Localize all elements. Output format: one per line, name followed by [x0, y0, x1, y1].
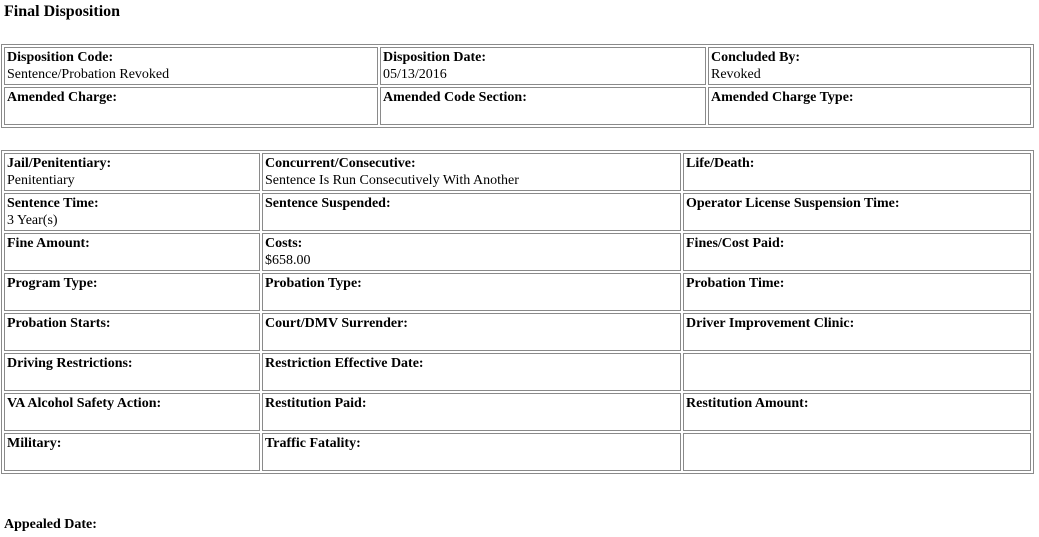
probation-type-label: Probation Type: — [265, 276, 362, 291]
alcohol-safety-action-cell — [4, 393, 260, 431]
driving-restrictions-cell — [4, 353, 260, 391]
sentence-time-value: 3 Year(s) — [7, 213, 58, 228]
disposition-date-label: Disposition Date: — [383, 50, 487, 65]
fine-amount-label: Fine Amount: — [7, 236, 90, 251]
jail-penitentiary-label: Jail/Penitentiary: — [7, 156, 112, 171]
appealed-date-label: Appealed Date: — [4, 517, 97, 532]
disposition-date-value: 05/13/2016 — [383, 67, 447, 82]
disposition-table — [1, 44, 1034, 128]
traffic-fatality-cell — [262, 433, 681, 471]
jail-penitentiary-cell — [4, 153, 260, 191]
jail-penitentiary-value: Penitentiary — [7, 173, 75, 188]
fines-cost-paid-label: Fines/Cost Paid: — [686, 236, 785, 251]
fines-cost-paid-cell — [683, 233, 1031, 271]
fine-amount-cell — [4, 233, 260, 271]
sentence-table — [1, 150, 1034, 474]
probation-time-label: Probation Time: — [686, 276, 785, 291]
probation-type-cell — [262, 273, 681, 311]
concluded-by-cell — [708, 47, 1031, 85]
amended-code-section-cell — [380, 87, 706, 125]
license-suspension-cell — [683, 193, 1031, 231]
sentence-suspended-cell — [262, 193, 681, 231]
costs-cell — [262, 233, 681, 271]
sentence-suspended-label: Sentence Suspended: — [265, 196, 391, 211]
probation-time-cell — [683, 273, 1031, 311]
amended-charge-type-label: Amended Charge Type: — [711, 90, 854, 105]
driver-improvement-clinic-cell — [683, 313, 1031, 351]
military-cell — [4, 433, 260, 471]
concurrent-consecutive-value: Sentence Is Run Consecutively With Another — [265, 173, 519, 188]
restitution-paid-cell — [262, 393, 681, 431]
alcohol-safety-action-label: VA Alcohol Safety Action: — [7, 396, 162, 411]
program-type-cell — [4, 273, 260, 311]
disposition-date-cell — [380, 47, 706, 85]
empty-cell — [683, 433, 1031, 471]
probation-starts-cell — [4, 313, 260, 351]
concurrent-consecutive-label: Concurrent/Consecutive: — [265, 156, 416, 171]
restitution-amount-label: Restitution Amount: — [686, 396, 809, 411]
disposition-code-label: Disposition Code: — [7, 50, 114, 65]
amended-charge-label: Amended Charge: — [7, 90, 118, 105]
concluded-by-label: Concluded By: — [711, 50, 801, 65]
costs-label: Costs: — [265, 236, 303, 251]
military-label: Military: — [7, 436, 62, 451]
court-dmv-surrender-label: Court/DMV Surrender: — [265, 316, 408, 331]
restitution-amount-cell — [683, 393, 1031, 431]
driving-restrictions-label: Driving Restrictions: — [7, 356, 133, 371]
program-type-label: Program Type: — [7, 276, 98, 291]
sentence-time-cell — [4, 193, 260, 231]
costs-value: $658.00 — [265, 253, 311, 268]
amended-charge-type-cell — [708, 87, 1031, 125]
page-title: Final Disposition — [4, 3, 121, 20]
amended-charge-cell — [4, 87, 378, 125]
court-dmv-surrender-cell — [262, 313, 681, 351]
license-suspension-label: Operator License Suspension Time: — [686, 196, 900, 211]
driver-improvement-clinic-label: Driver Improvement Clinic: — [686, 316, 855, 331]
restitution-paid-label: Restitution Paid: — [265, 396, 367, 411]
restriction-effective-date-cell — [262, 353, 681, 391]
life-death-label: Life/Death: — [686, 156, 755, 171]
concurrent-consecutive-cell — [262, 153, 681, 191]
amended-code-section-label: Amended Code Section: — [383, 90, 527, 105]
disposition-code-cell — [4, 47, 378, 85]
concluded-by-value: Revoked — [711, 67, 761, 82]
probation-starts-label: Probation Starts: — [7, 316, 111, 331]
empty-cell — [683, 353, 1031, 391]
restriction-effective-date-label: Restriction Effective Date: — [265, 356, 424, 371]
life-death-cell — [683, 153, 1031, 191]
disposition-code-value: Sentence/Probation Revoked — [7, 67, 170, 82]
sentence-time-label: Sentence Time: — [7, 196, 99, 211]
traffic-fatality-label: Traffic Fatality: — [265, 436, 361, 451]
